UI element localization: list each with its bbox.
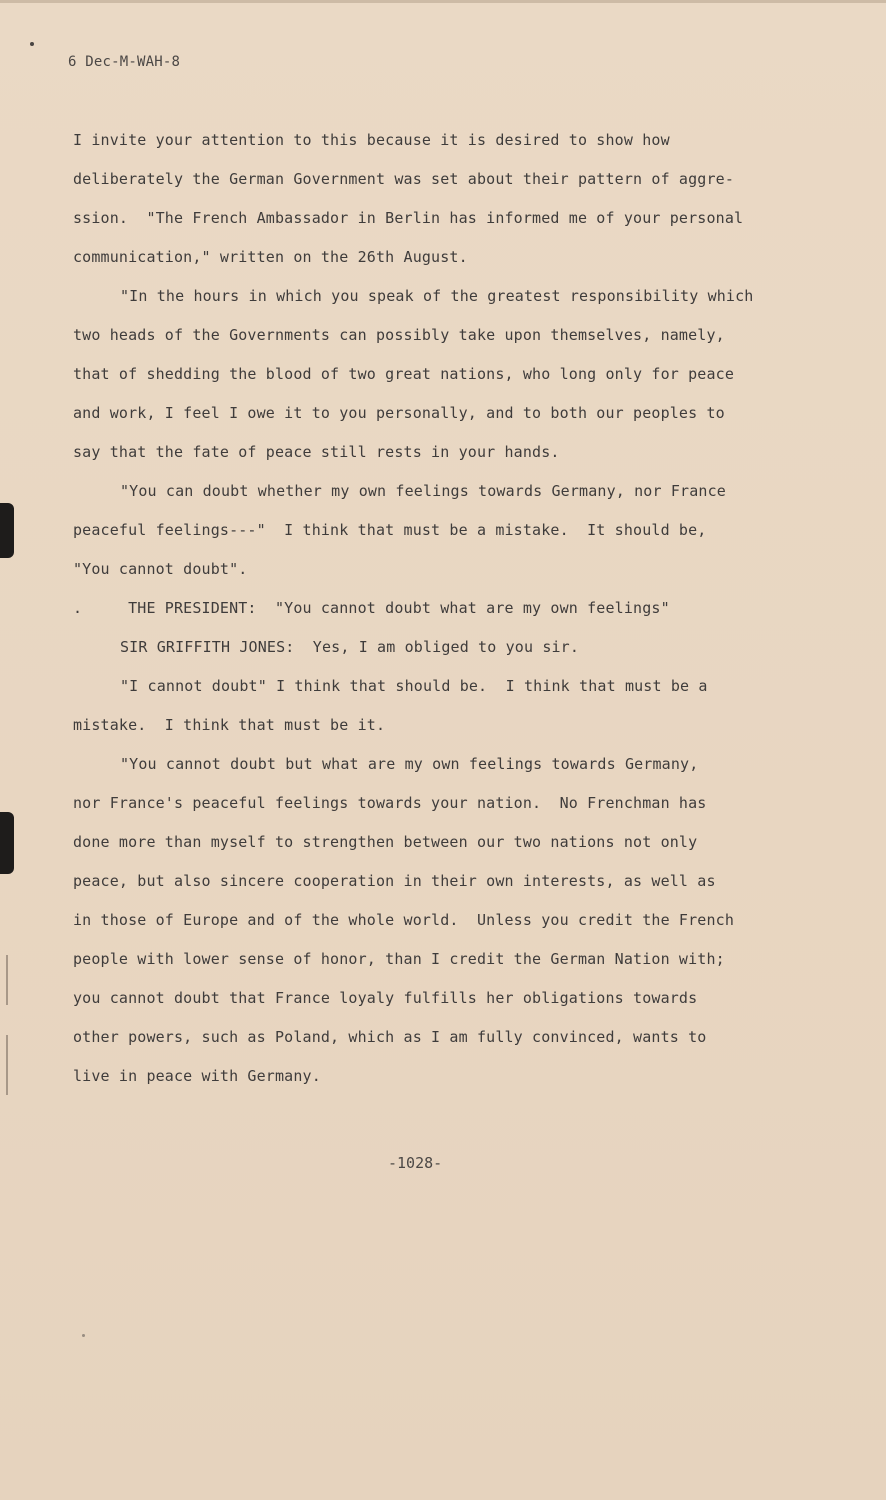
text-line: deliberately the German Government was set about their pattern of aggre- [73,170,735,188]
edge-mark [6,955,8,1005]
page-number: -1028- [388,1154,443,1172]
document-header: 6 Dec-M-WAH-8 [68,54,181,70]
text-line: peaceful feelings---" I think that must be a mistake. It should be, [73,521,707,539]
text-line: you cannot doubt that France loyaly fulfills her obligations towards [73,989,698,1007]
text-line: people with lower sense of honor, than I credit the German Nation with; [73,950,725,968]
text-line: other powers, such as Poland, which as I am fully convinced, wants to [73,1028,707,1046]
text-line: SIR GRIFFITH JONES: Yes, I am obliged to you sir. [120,638,580,656]
document-body [73,126,813,1101]
text-line: done more than myself to strengthen between our two nations not only [73,833,698,851]
text-line: live in peace with Germany. [73,1067,321,1085]
text-line: that of shedding the blood of two great nations, who long only for peace [73,365,735,383]
text-line: ssion. "The French Ambassador in Berlin has informed me of your personal [73,209,744,227]
text-line: nor France's peaceful feelings towards your nation. No Frenchman has [73,794,707,812]
text-line: "In the hours in which you speak of the greatest responsibility which [120,287,754,305]
text-line: say that the fate of peace still rests in your hands. [73,443,560,461]
text-line: . THE PRESIDENT: "You cannot doubt what are my own feelings" [73,599,670,617]
text-line: and work, I feel I owe it to you personally, and to both our peoples to [73,404,725,422]
text-line: peace, but also sincere cooperation in their own interests, as well as [73,872,716,890]
text-line: mistake. I think that must be it. [73,716,386,734]
binding-hole-bottom [0,812,14,874]
text-line: "You cannot doubt but what are my own feelings towards Germany, [120,755,699,773]
text-line: "You cannot doubt". [73,560,248,578]
text-line: in those of Europe and of the whole world. Unless you credit the French [73,911,735,929]
binding-hole-top [0,503,14,558]
text-line: communication," written on the 26th August. [73,248,468,266]
text-line: "You can doubt whether my own feelings towards Germany, nor France [120,482,726,500]
edge-mark [6,1035,8,1095]
ink-speck [82,1334,85,1337]
text-line: two heads of the Governments can possibly take upon themselves, namely, [73,326,725,344]
text-line: I invite your attention to this because it is desired to show how [73,131,670,149]
text-line: "I cannot doubt" I think that should be. I think that must be a [120,677,708,695]
page-top-edge [0,0,886,3]
ink-speck [30,42,34,46]
